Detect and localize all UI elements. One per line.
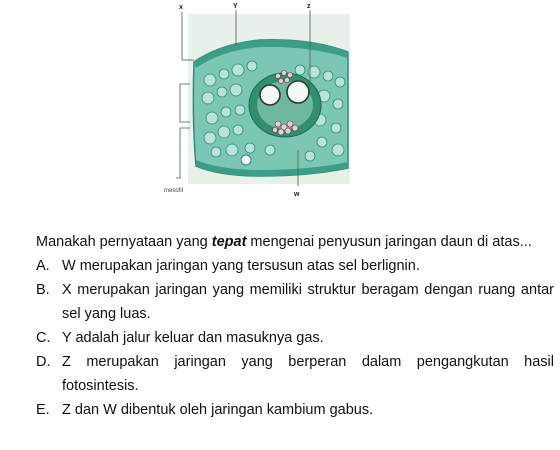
option-c[interactable]	[36, 326, 554, 350]
question-stem-before: Manakah pernyataan yang	[36, 234, 212, 250]
option-letter: E.	[36, 402, 50, 418]
option-text: Z dan W dibentuk oleh jaringan kambium gabus.	[62, 402, 374, 418]
label-w: w	[294, 191, 300, 198]
leaf-cross-section-diagram	[150, 0, 360, 200]
question-stem-emphasis: tepat	[211, 234, 247, 250]
question-stem-after: mengenai penyusun jaringan daun di atas...	[246, 234, 532, 250]
option-b[interactable]	[36, 278, 554, 326]
option-letter: D.	[36, 354, 51, 370]
label-x: x	[179, 4, 183, 11]
stoma	[241, 155, 251, 165]
xylem-vessel-left	[260, 85, 280, 105]
option-text: W merupakan jaringan yang tersusun atas sel berlignin.	[62, 258, 420, 274]
label-z: z	[307, 3, 311, 10]
option-letter: B.	[36, 282, 50, 298]
option-d[interactable]	[36, 350, 554, 398]
leaf-cross-section-figure	[150, 0, 360, 200]
question-block	[36, 230, 554, 422]
option-text: Z merupakan jaringan yang berperan dalam pengangkutan hasil fotosintesis.	[62, 354, 554, 394]
option-letter: A.	[36, 258, 50, 274]
option-letter: C.	[36, 330, 51, 346]
option-text: Y adalah jalur keluar dan masuknya gas.	[62, 330, 324, 346]
option-a[interactable]	[36, 254, 554, 278]
option-text: X merupakan jaringan yang memiliki struktur beragam dengan ruang antar sel yang luas.	[62, 282, 554, 322]
option-e[interactable]	[36, 398, 554, 422]
question-stem	[36, 230, 554, 254]
xylem-vessel-right	[287, 81, 309, 103]
label-mesofil: mesofil	[164, 188, 184, 194]
label-y: Y	[233, 3, 238, 10]
